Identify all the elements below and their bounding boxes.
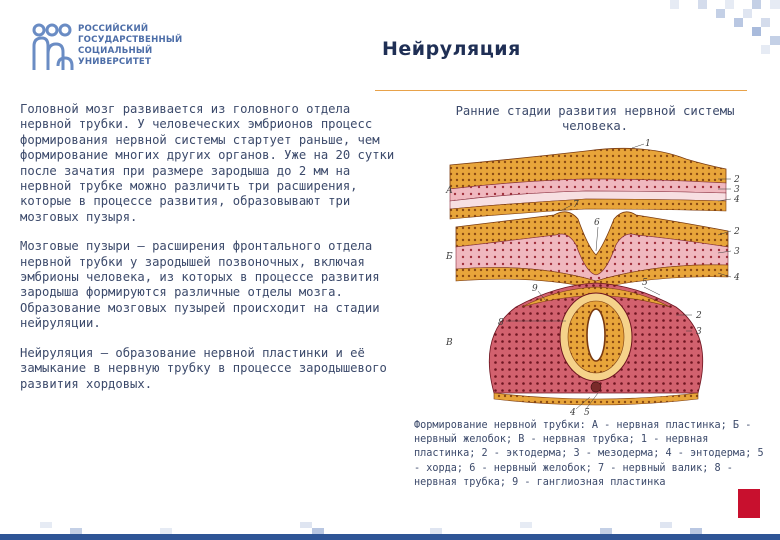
stage-b-number: 4 <box>734 273 740 283</box>
stage-c-number: 9 <box>532 284 538 294</box>
stage-b-label: Б <box>446 252 453 262</box>
logo-line: УНИВЕРСИТЕТ <box>78 57 152 67</box>
body-text <box>20 102 400 406</box>
stage-c-number: 8 <box>498 318 504 328</box>
decorative-corner-pattern <box>670 0 780 60</box>
stage-a-number: 3 <box>734 185 740 195</box>
logo-line: РОССИЙСКИЙ <box>78 24 149 34</box>
stage-c-number: 5 <box>642 278 648 288</box>
figure-caption: Формирование нервной трубки: А - нервная пластинка; Б - нервный желобок; В - нервная трубка; 1 - нервная пластинка; 2 - эктодерма; 3 - мезодерма; 4 - энтодерма; 5 - хорда; 6 - нервный желобок; 7 - нервный валик; 8 - нервная трубка; 9 - ганглиозная пластинка <box>414 420 764 488</box>
stage-c-number: 2 <box>696 311 702 321</box>
stage-a-diagram <box>445 139 740 219</box>
stage-a-number: 4 <box>734 195 740 205</box>
page-title: Нейруляция <box>382 38 521 60</box>
stage-c-label: В <box>446 338 453 348</box>
logo-line: ГОСУДАРСТВЕННЫЙ <box>78 35 183 45</box>
stage-c-number: 3 <box>696 327 702 337</box>
paragraph-brain-vesicles: Мозговые пузыри — расширения фронтального отдела нервной трубки у зародышей позвоночных, включая эмбрионы человека, из которых в процессе развития зародыша формируются различные отделы мозга. Образование мозговых пузырей происходит на стадии нейруляции. <box>20 239 380 331</box>
stage-a-label: А <box>446 186 453 196</box>
stage-c-diagram <box>445 278 703 418</box>
stage-c-number: 5 <box>584 408 590 418</box>
stage-b-number: 2 <box>734 227 740 237</box>
figure-title: Ранние стадии развития нервной системы человека. <box>455 104 735 134</box>
paragraph-neurulation-definition: Нейруляция — образование нервной пластинки и её замыкание в нервную трубку в процессе зародышевого развития хордовых. <box>20 345 387 391</box>
stage-c-number: 4 <box>570 408 576 418</box>
stage-b-number: 3 <box>734 247 740 257</box>
stage-b-number: 7 <box>573 200 579 210</box>
neurulation-illustration <box>436 135 752 418</box>
accent-square <box>738 489 760 518</box>
stage-a-number: 1 <box>645 139 651 149</box>
stage-a-number: 2 <box>734 175 740 185</box>
logo-line: СОЦИАЛЬНЫЙ <box>78 46 153 56</box>
decorative-bottom-band <box>0 522 780 540</box>
paragraph-brain-development: Головной мозг развивается из головного отдела нервной трубки. У человеческих эмбрионов процесс формирования нервной системы стартует раньше, чем формирование многих других органов. Уже на 20 сутки после зачатия при размере зародыша до 2 мм на нервной трубке можно различить три расширения, которые в процессе развития, образовывают три мозговых пузыря. <box>20 102 395 224</box>
title-divider <box>375 90 747 91</box>
logo-wordmark <box>78 24 182 68</box>
stage-b-number: 6 <box>594 218 600 228</box>
